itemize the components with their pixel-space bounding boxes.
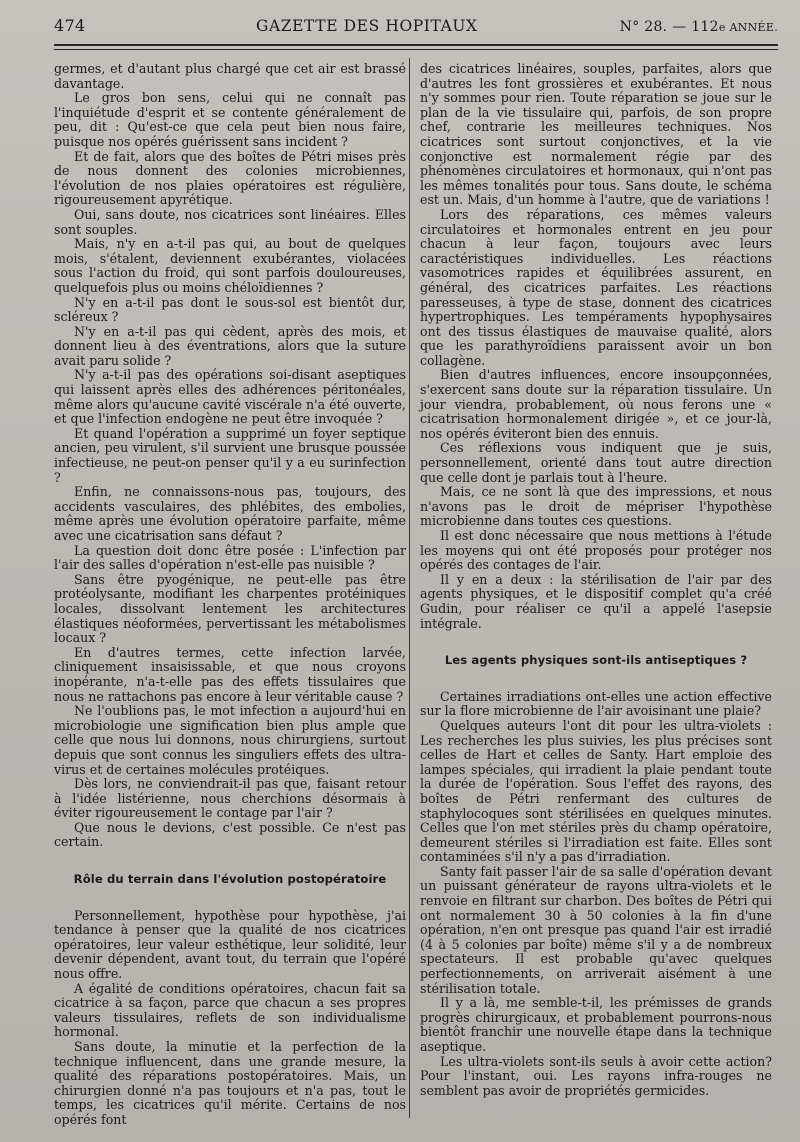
paragraph: Ces réflexions vous indiquent que je suis, personnellement, orienté dans tout autre direction que celle dont je parlais tout à l'heure. (420, 440, 772, 485)
paragraph: Sans être pyogénique, ne peut-elle pas être protéolysante, modifiant les charpentes protéiniques locales, dissolvant lentement les architectures élastiques néoformées, pervertissant les métabolismes locaux ? (54, 571, 406, 646)
paragraph: Mais, n'y en a-t-il pas qui, au bout de quelques mois, s'étalent, deviennent exubérantes, violacées sous l'action du froid, qui sont parfois douloureuses, quelquefois plus ou moins chéloïdiennes ? (54, 236, 406, 295)
paragraph: A égalité de conditions opératoires, chacun fait sa cicatrice à sa façon, parce que chacun a ses propres valeurs tissulaires, reflets de son individualisme hormonal. (54, 980, 406, 1040)
right-column (420, 62, 772, 1098)
paragraph: Il y a là, me semble-t-il, les prémisses de grands progrès chirurgicaux, et probablement pourrons-nous bientôt franchir une nouvelle étape dans la technique aseptique. (420, 995, 772, 1054)
page-number: 474 (54, 16, 86, 35)
paragraph: Bien d'autres influences, encore insoupçonnées, s'exercent sans doute sur la réparation tissulaire. Un jour viendra, probablement, où nous ferons une « cicatrisation hormonalement dirigée », et ce jour-là, nos opérés éviteront bien des ennuis. (420, 367, 772, 441)
section-heading: Rôle du terrain dans l'évolution postopératoire (73, 872, 387, 887)
paragraph: Ne l'oublions pas, le mot infection a aujourd'hui en microbiologie une signification bien plus ample que celle que nous lui donnons, nous chirurgiens, surtout depuis que sont connus les singuliers effets des ultra-virus et de certaines molécules protéiques. (54, 703, 406, 777)
paragraph: Et quand l'opération a supprimé un foyer septique ancien, peu virulent, s'il survient une brusque poussée infectieuse, ne peut-on penser qu'il y a eu surinfection ? (54, 425, 406, 485)
paragraph: Quelques auteurs l'ont dit pour les ultra-violets : Les recherches les plus suivies, les plus précises sont celles de Hart et celles de Santy. Hart emploie des lampes spéciales, qui irradient la plaie pendant toute la durée de l'opération. Sous l'effet des rayons, des boîtes de Pétri renfermant des cultures de staphylocoques sont stérilisées en quelques minutes. Celles que l'on met stériles près du champ opératoire, demeurent stériles si l'irradiation est faite. Elles sont contaminées s'il n'y a pas d'irradiation. (420, 717, 772, 865)
column-divider (409, 58, 410, 1118)
left-column (54, 62, 406, 1128)
paragraph: En d'autres termes, cette infection larvée, cliniquement insaisissable, et que nous croyons inopérante, n'a-t-elle pas des effets tissulaires que nous ne rattachons pas encore à leur véritable cause ? (54, 644, 406, 704)
paragraph: Mais, ce ne sont là que des impressions, et nous n'avons pas le droit de mépriser l'hypothèse microbienne dans toutes ces questions. (420, 484, 772, 529)
header-rule (54, 44, 778, 50)
paragraph: Oui, sans doute, nos cicatrices sont linéaires. Elles sont souples. (54, 206, 406, 237)
right-paragraphs-a (420, 62, 772, 631)
paragraph: Santy fait passer l'air de sa salle d'opération devant un puissant générateur de rayons ultra-violets et le renvoie en filtrant sur charbon. Des boîtes de Pétri qui ont normalement 30 à 50 colonies à la fin d'une opération, n'en ont presque pas quand l'air est irradié (4 à 5 colonies par boîte) même s'il y a de nombreux spectateurs. Il est probable qu'avec quelques perfectionnements, on arriverait aisément à une stérilisation totale. (420, 863, 772, 996)
section-heading: Les agents physiques sont-ils antiseptiques ? (444, 653, 748, 668)
paragraph: Que nous le devions, c'est possible. Ce n'est pas certain. (54, 819, 406, 850)
paragraph: N'y en a-t-il pas dont le sous-sol est bientôt dur, scléreux ? (54, 294, 406, 325)
paragraph: Il est donc nécessaire que nous mettions à l'étude les moyens qui ont été proposés pour protéger nos opérés des contages de l'air. (420, 528, 772, 573)
paragraph: Lors des réparations, ces mêmes valeurs circulatoires et hormonales entrent en jeu pour chacun à leur façon, toujours avec leurs caractéristiques individuelles. Les réactions vasomotrices rapides et équilibrées assurent, en général, des cicatrices parfaites. Les réactions paresseuses, à type de stase, donnent des cicatrices hypertrophiques. Les tempéraments hypophysaires ont des tissus élastiques de mauvaise qualité, alors que les parathyroïdiens paraissent avoir un bon collagène. (420, 206, 772, 368)
left-paragraphs-b (54, 909, 406, 1128)
issue-prefix: N° 28. — 112 (619, 19, 719, 35)
right-paragraphs-b (420, 690, 772, 1099)
paragraph: N'y a-t-il pas des opérations soi-disant aseptiques qui laissent après elles des adhérences péritonéales, même alors qu'aucune cavité viscérale n'a été ouverte, et que l'infection endogène ne peut être invoquée ? (54, 367, 406, 427)
paragraph: La question doit donc être posée : L'infection par l'air des salles d'opération n'est-elle pas nuisible ? (54, 542, 406, 573)
paragraph: Et de fait, alors que des boîtes de Pétri mises près de nous donnent des colonies microbiennes, l'évolution de nos plaies opératoires est régulière, rigoureusement apyrétique. (54, 148, 406, 208)
paragraph: Personnellement, hypothèse pour hypothèse, j'ai tendance à penser que la qualité de nos cicatrices opératoires, leur valeur esthétique, leur solidité, leur devenir dépendent, avant tout, du terrain que l'opéré nous offre. (54, 907, 406, 982)
paragraph: Les ultra-violets sont-ils seuls à avoir cette action? Pour l'instant, oui. Les rayons infra-rouges ne semblent pas avoir de propriétés germicides. (420, 1053, 772, 1098)
paragraph: Sans doute, la minutie et la perfection de la technique influencent, dans une grande mesure, la qualité des réparations postopératoires. Mais, un chirurgien donné n'a pas toujours et n'a pas, tout le temps, les cicatrices qu'il mérite. Certains de nos opérés font (54, 1039, 406, 1127)
paragraph: Certaines irradiations ont-elles une action effective sur la flore microbienne de l'air avoisinant une plaie? (420, 688, 772, 719)
paragraph: Le gros bon sens, celui qui ne connaît pas l'inquiétude d'esprit et se contente généralement de peu, dit : Qu'est-ce que cela peut bien nous faire, puisque nos opérés guérissent sans incident ? (54, 90, 406, 149)
page-header (54, 16, 778, 38)
paragraph: germes, et d'autant plus chargé que cet air est brassé davantage. (54, 61, 406, 91)
paragraph: des cicatrices linéaires, souples, parfaites, alors que d'autres les font grossières et exubérantes. Et nous n'y sommes pour rien. Toute réparation se joue sur le plan de la vie tissulaire qui, parfois, de son propre chef, contrarie les meilleures techniques. Nos cicatrices sont surtout conjonctives, et la vie conjonctive est normalement régie par des phénomènes circulatoires et hormonaux, qui n'ont pas les mêmes tonalités pour tous. Sans doute, le schéma est un. Mais, d'un homme à l'autre, que de variations ! (420, 61, 772, 208)
paragraph: N'y en a-t-il pas qui cèdent, après des mois, et donnent lieu à des éventrations, alors que la suture avait paru solide ? (54, 323, 406, 368)
paragraph: Enfin, ne connaissons-nous pas, toujours, des accidents vasculaires, des phlébites, des embolies, même après une évolution opératoire parfaite, même avec une cicatrisation sans défaut ? (54, 484, 406, 543)
paragraph: Dès lors, ne conviendrait-il pas que, faisant retour à l'idée listérienne, nous cherchions désormais à éviter rigoureusement le contage par l'air ? (54, 776, 406, 821)
paragraph: Il y en a deux : la stérilisation de l'air par des agents physiques, et le dispositif complet qu'a créé Gudin, pour réaliser ce qu'il a appelé l'asepsie intégrale. (420, 571, 772, 631)
left-paragraphs-a (54, 62, 406, 850)
issue-suffix: e ANNÉE. (718, 21, 778, 34)
journal-title: GAZETTE DES HOPITAUX (255, 17, 478, 35)
issue-info (620, 19, 778, 35)
